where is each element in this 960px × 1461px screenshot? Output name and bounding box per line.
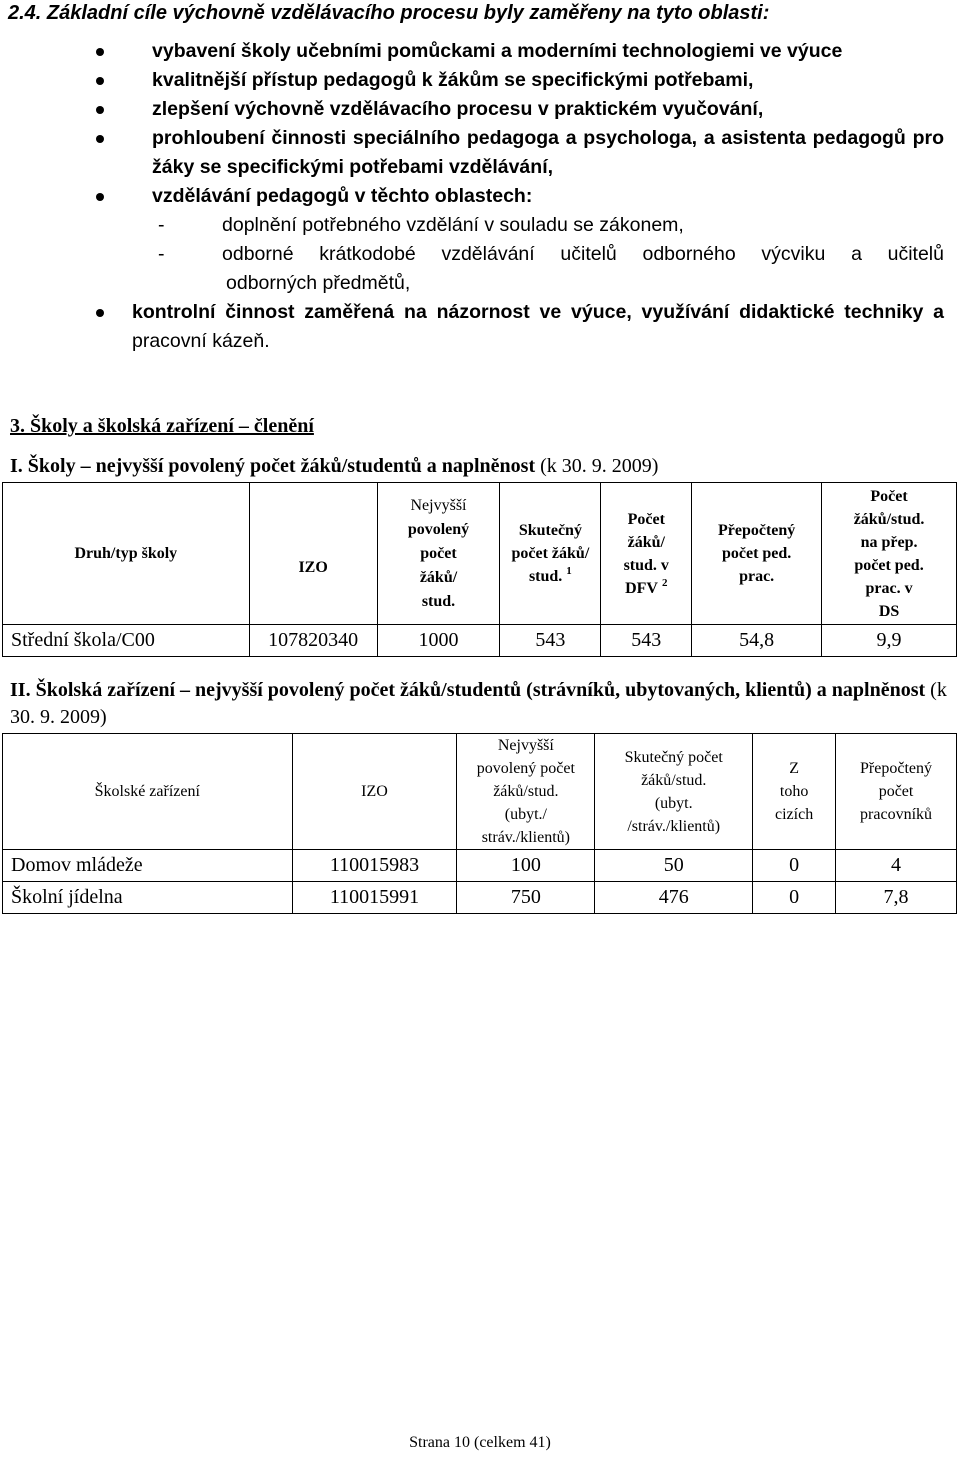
page-footer: Strana 10 (celkem 41)	[409, 1434, 551, 1451]
col-foreign: Z toho cizích	[753, 734, 836, 850]
cell-max: 750	[457, 882, 595, 914]
col-max-capacity: Nejvyšší povolený počet žáků/ stud.	[377, 483, 500, 625]
list-item: kvalitnější přístup pedagogů k žákům se specifickými potřebami,	[0, 66, 960, 95]
col-max-capacity: Nejvyšší povolený počet žáků/stud. (ubyt./ stráv./klientů)	[457, 734, 595, 850]
list-item: vybavení školy učebními pomůckami a moderními technologiemi ve výuce	[0, 37, 960, 66]
list-item: kontrolní činnost zaměřená na názornost ve výuce, využívání didaktické techniky a	[0, 298, 960, 327]
cell-max: 1000	[377, 625, 500, 657]
section-title: 2.4. Základní cíle výchovně vzdělávacího procesu byly zaměřeny na tyto oblasti:	[8, 2, 770, 24]
cell-school-type: Střední škola/C00	[3, 625, 250, 657]
cell-foreign: 0	[753, 882, 836, 914]
cell-actual: 50	[595, 850, 753, 882]
facilities-table	[2, 733, 957, 914]
table1-heading: I. Školy – nejvyšší povolený počet žáků/studentů a naplněnost (k 30. 9. 2009)	[10, 455, 659, 477]
schools-table	[2, 482, 957, 657]
cell-staff: 7,8	[836, 882, 957, 914]
cell-izo: 110015991	[292, 882, 457, 914]
col-school-type: Druh/typ školy	[3, 483, 250, 625]
cell-actual: 543	[500, 625, 601, 657]
list-item: zlepšení výchovně vzdělávacího procesu v praktickém vyučování,	[0, 95, 960, 124]
sub-list-item-continuation: odborných předmětů,	[226, 272, 411, 294]
cell-actual: 476	[595, 882, 753, 914]
cell-foreign: 0	[753, 850, 836, 882]
table-header-row	[3, 483, 957, 625]
col-ratio: Počet žáků/stud. na přep. počet ped. prac. v DS	[822, 483, 957, 625]
col-dfv-count: Počet žáků/ stud. v DFV $^2$	[601, 483, 692, 625]
list-item: prohloubení činnosti speciálního pedagoga a psychologa, a asistenta pedagogů pro žáky se specifickými potřebami vzdělávání,	[0, 124, 960, 182]
cell-max: 100	[457, 850, 595, 882]
section-3-title: 3. Školy a školská zařízení – členění	[10, 415, 314, 437]
col-izo: IZO	[249, 483, 377, 625]
table-row	[3, 882, 957, 914]
cell-facility: Domov mládeže	[3, 850, 293, 882]
table-row	[3, 850, 957, 882]
cell-staff: 4	[836, 850, 957, 882]
col-staff: Přepočtený počet pracovníků	[836, 734, 957, 850]
cell-facility: Školní jídelna	[3, 882, 293, 914]
cell-izo: 107820340	[249, 625, 377, 657]
cell-dfv: 543	[601, 625, 692, 657]
table-row	[3, 625, 957, 657]
table2-heading: II. Školská zařízení – nejvyšší povolený počet žáků/studentů (strávníků, ubytovaných, klientů) a naplněnost (k 30. 9. 2009)	[10, 679, 947, 728]
col-actual-count: Skutečný počet žáků/ stud. $^1$	[500, 483, 601, 625]
col-teaching-staff: Přepočtený počet ped. prac.	[692, 483, 822, 625]
goals-list	[0, 37, 960, 356]
col-actual-count: Skutečný počet žáků/stud. (ubyt. /stráv./klientů)	[595, 734, 753, 850]
cell-ped: 54,8	[692, 625, 822, 657]
list-item: vzdělávání pedagogů v těchto oblastech:	[0, 182, 960, 211]
col-izo: IZO	[292, 734, 457, 850]
sub-list-item: - doplnění potřebného vzdělání v souladu se zákonem,	[0, 211, 960, 240]
cell-ratio: 9,9	[822, 625, 957, 657]
list-item-continuation: pracovní kázeň.	[132, 330, 270, 352]
sub-list-item: - odborné krátkodobé vzdělávání učitelů odborného výcviku a učitelů	[0, 240, 960, 269]
cell-izo: 110015983	[292, 850, 457, 882]
col-facility: Školské zařízení	[3, 734, 293, 850]
table-header-row	[3, 734, 957, 850]
